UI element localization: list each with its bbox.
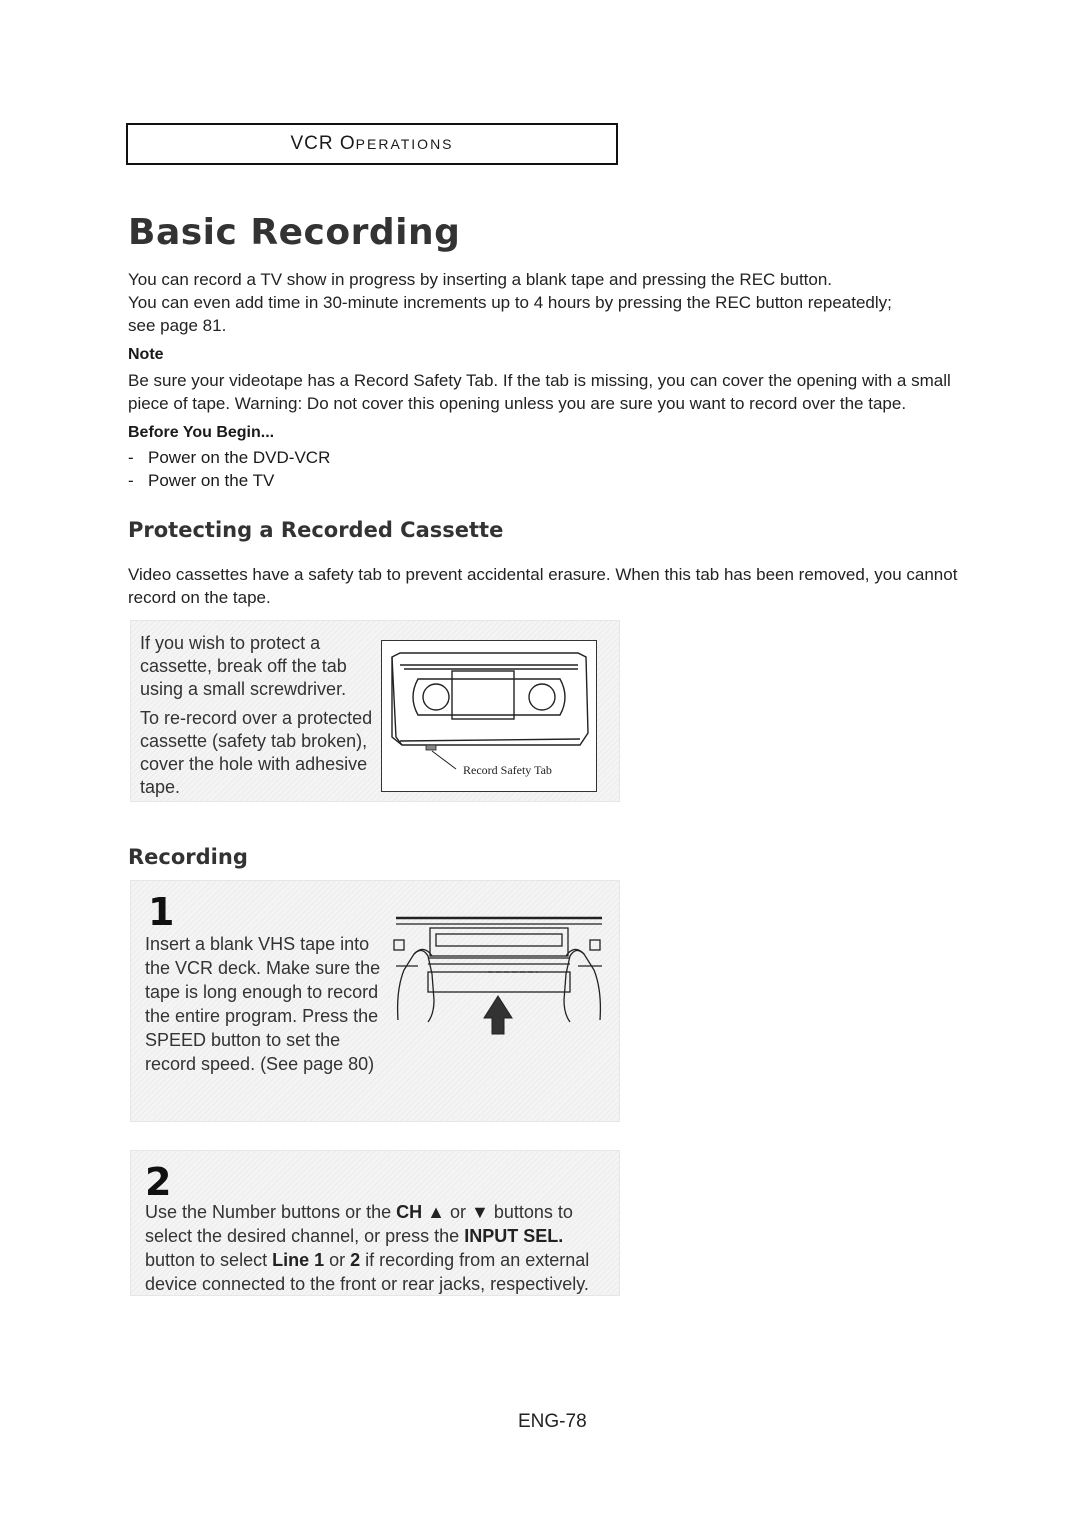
vcr-insert-illustration: [388, 910, 610, 1050]
intro-line-3: see page 81.: [128, 316, 227, 335]
intro-line-1: You can record a TV show in progress by inserting a blank tape and pressing the REC button.: [128, 270, 833, 289]
step-1-text: Insert a blank VHS tape into the VCR deck. Make sure the tape is long enough to record the entire program. Press the SPEED button to set the record speed. (See page 80): [145, 934, 381, 1074]
section-header: [126, 123, 618, 165]
section-header-prefix: VCR O: [290, 133, 356, 154]
list-item: - Power on the TV: [128, 469, 330, 492]
step-2-number: 2: [145, 1160, 172, 1204]
before-you-begin-list: [128, 446, 330, 492]
step-2-text: Use the Number buttons or the CH ▲ or ▼ buttons to select the desired channel, or press the INPUT SEL. button to select Line 1 or 2 if recording from an external device connected to the front or rear jacks, respectively.: [145, 1202, 590, 1294]
safety-tab-marker: [426, 745, 436, 750]
intro-text: [128, 268, 988, 337]
recording-heading: Recording: [128, 845, 248, 869]
ch-up-label: CH ▲: [396, 1202, 445, 1222]
list-item: - Power on the DVD-VCR: [128, 446, 330, 469]
section-header-rest: PERATIONS: [355, 136, 454, 152]
line-2-label: 2: [350, 1250, 361, 1270]
protect-heading: Protecting a Recorded Cassette: [128, 518, 504, 542]
intro-line-2: You can even add time in 30-minute increments up to 4 hours by pressing the REC button repeatedly;: [128, 293, 892, 312]
protect-instruction-2: To re-record over a protected cassette (safety tab broken), cover the hole with adhesive tape.: [140, 708, 373, 797]
note-label: Note: [128, 346, 164, 363]
input-sel-label: INPUT SEL.: [464, 1226, 564, 1246]
page-number: ENG-78: [518, 1411, 587, 1432]
protect-description: Video cassettes have a safety tab to prevent accidental erasure. When this tab has been removed, you cannot record on the tape.: [128, 565, 958, 607]
protect-instructions: [140, 632, 380, 805]
safety-tab-label: Record Safety Tab: [463, 763, 552, 777]
line-1-label: Line 1: [272, 1250, 325, 1270]
protect-instruction-1: If you wish to protect a cassette, break off the tab using a small screwdriver.: [140, 633, 347, 699]
insert-arrow-icon: [484, 996, 512, 1034]
before-you-begin-label: Before You Begin...: [128, 424, 275, 441]
ch-down-icon: ▼: [470, 1202, 489, 1222]
page-title: Basic Recording: [128, 212, 461, 253]
vcr-tape-insert-icon: [388, 910, 610, 1050]
note-text: Be sure your videotape has a Record Safety Tab. If the tab is missing, you can cover the opening with a small piece of tape. Warning: Do not cover this opening unless you are sure you want to record over the tape.: [128, 371, 951, 413]
step-1-number: 1: [148, 890, 175, 934]
